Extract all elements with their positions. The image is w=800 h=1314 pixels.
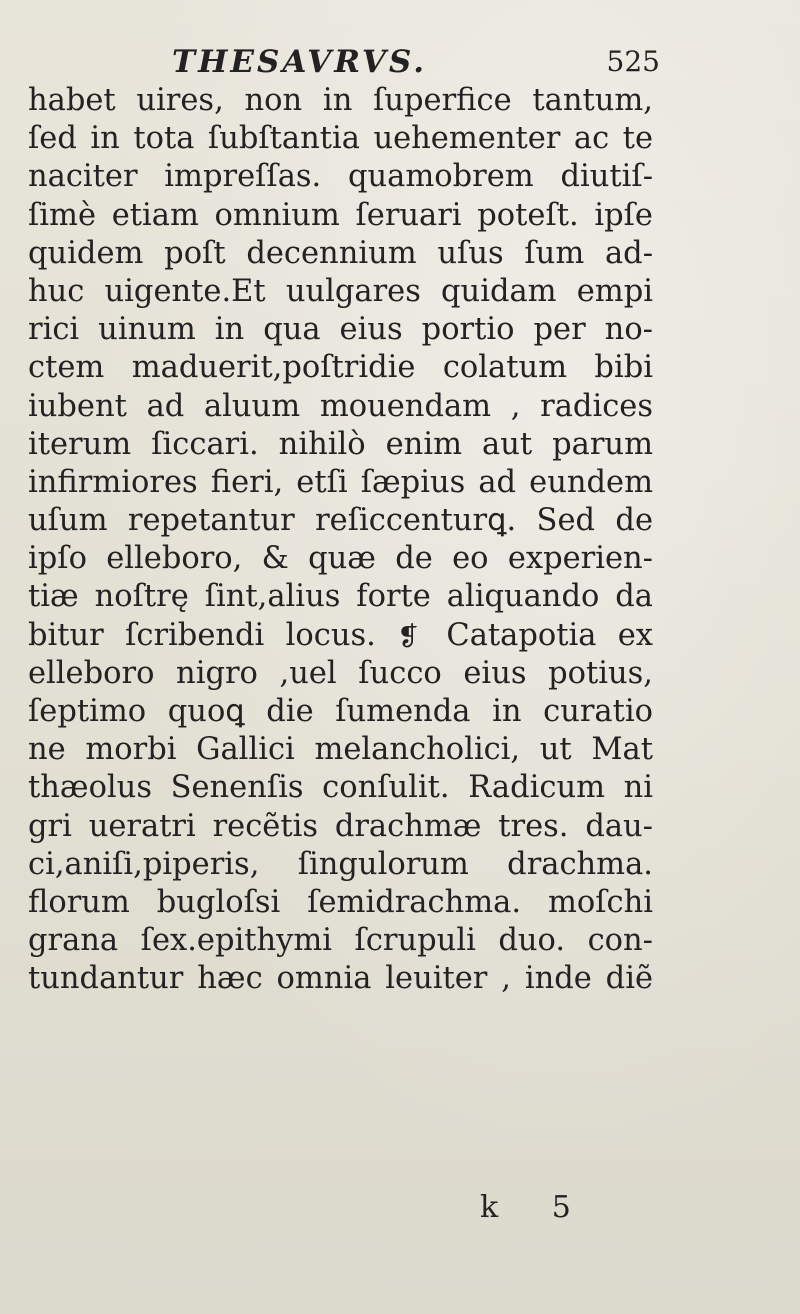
running-head: THESAVRVS. <box>172 44 428 80</box>
text-line: grana ſex.epithymi ſcrupuli duo. con- <box>28 923 653 959</box>
text-line: ſeptimo quoꝗ die ſumenda in curatio <box>28 694 653 729</box>
text-line: ipſo elleboro, & quæ de eo experien- <box>28 541 653 577</box>
text-line: ſed in tota ſubſtantia uehementer ac te <box>28 121 653 157</box>
page-header <box>100 40 660 84</box>
body-text <box>28 82 653 999</box>
text-line: uſum repetantur reſiccenturꝗ. Sed de <box>28 503 653 539</box>
text-line: thæolus Senenſis conſulit. Radicum ni <box>28 770 653 806</box>
text-line: infirmiores fieri, etſi ſæpius ad eundem <box>28 464 653 500</box>
text-line: ſimè etiam omnium ſeruari poteſt. ipſe <box>28 197 653 233</box>
text-line: quidem poſt decennium uſus ſum ad- <box>28 235 653 271</box>
text-line: tiæ noſtrę ſint,alius forte aliquando da <box>28 579 653 615</box>
text-line: ctem maduerit,poſtridie colatum bibi <box>28 350 653 386</box>
page-number: 525 <box>606 45 660 78</box>
text-line: elleboro nigro ,uel ſucco eius potius, <box>28 655 653 691</box>
text-line: rici uinum in qua eius portio per no- <box>28 312 653 348</box>
text-line: naciter impreſſas. quamobrem diutiſ- <box>28 159 653 195</box>
text-line: huc uigente.Et uulgares quidam empi <box>28 273 653 309</box>
text-line: iterum ſiccari. nihilò enim aut parum <box>28 426 653 462</box>
fleuron-icon: ❡ <box>397 621 419 652</box>
text-line: ne morbi Gallici melancholici, ut Mat <box>28 732 653 768</box>
text-line: ci,aniſi,piperis, ſingulorum drachma. <box>28 846 653 882</box>
text-line: tundantur hæc omnia leuiter , inde diẽ <box>28 961 653 997</box>
text-line: gri ueratri recẽtis drachmæ tres. dau- <box>28 808 653 844</box>
signature-mark: k 5 <box>480 1190 593 1225</box>
text-line-with-fleuron <box>28 617 653 655</box>
text-line-start: bitur ſcribendi locus. <box>28 617 376 653</box>
text-line: florum bugloſsi ſemidrachma. moſchi <box>28 884 653 920</box>
text-line: habet uires, non in ſuperfice tantum, <box>28 83 653 118</box>
text-line: iubent ad aluum mouendam , radices <box>28 388 653 424</box>
text-line-end: Catapotia ex <box>446 617 653 653</box>
